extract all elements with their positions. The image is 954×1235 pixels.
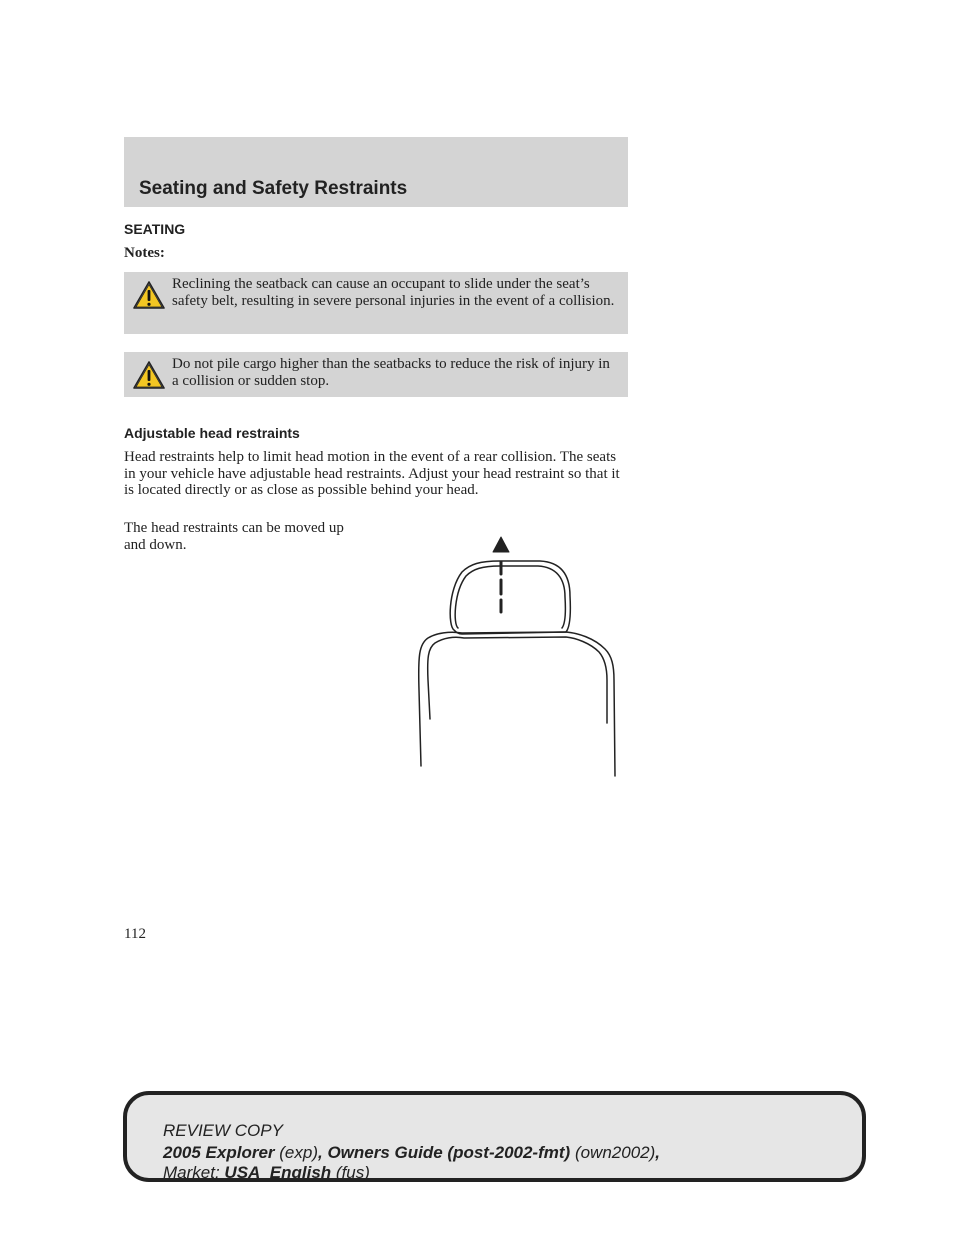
arrow-up-icon (493, 537, 509, 552)
head-restraint-inner-outline (455, 566, 565, 628)
notes-label: Notes: (124, 245, 165, 261)
head-restraint-outline (450, 561, 570, 634)
footer-separator: , (317, 1143, 328, 1162)
footer-review-copy: REVIEW COPY (163, 1121, 283, 1140)
head-restraint-illustration (410, 530, 625, 782)
footer-guide: Owners Guide (post-2002-fmt) (327, 1143, 571, 1162)
warning-text: Reclining the seatback can cause an occupant to slide under the seat’s safety belt, resulting in severe personal injuries in the event of a collision. (172, 276, 615, 309)
footer-market-code: (fus) (335, 1163, 370, 1182)
section-title: Seating and Safety Restraints (139, 178, 408, 199)
footer-separator: , (655, 1143, 660, 1162)
seatback-inner-outline (428, 637, 607, 723)
page-number: 112 (124, 926, 146, 942)
warning-triangle-icon (132, 280, 166, 310)
footer-market-label: Market: (163, 1163, 220, 1182)
footer-model-code: (exp) (279, 1143, 318, 1162)
footer-model-line (163, 1143, 660, 1163)
warning-box-cargo (124, 352, 628, 397)
warning-triangle-icon (132, 360, 166, 390)
warning-text: Do not pile cargo higher than the seatbacks to reduce the risk of injury in a collision or sudden stop. (172, 356, 610, 389)
seatback-outline (419, 632, 615, 776)
footer-guide-code: (own2002) (574, 1143, 656, 1162)
footer-market-line (163, 1163, 370, 1183)
head-restraints-paragraph: Head restraints help to limit head motion in the event of a rear collision. The seats in your vehicle have adjustable head restraints. Adjust your head restraint so that it is located directly or as close as possible behind your head. (124, 449, 620, 498)
footer-model: 2005 Explorer (163, 1143, 275, 1162)
head-restraints-heading: Adjustable head restraints (124, 425, 300, 441)
seating-heading: SEATING (124, 221, 186, 237)
section-header (124, 137, 628, 207)
head-restraints-move-paragraph: The head restraints can be moved up and down. (124, 520, 344, 553)
review-copy-footer (123, 1091, 866, 1182)
footer-market: USA_English (224, 1163, 332, 1182)
warning-box-recline (124, 272, 628, 334)
